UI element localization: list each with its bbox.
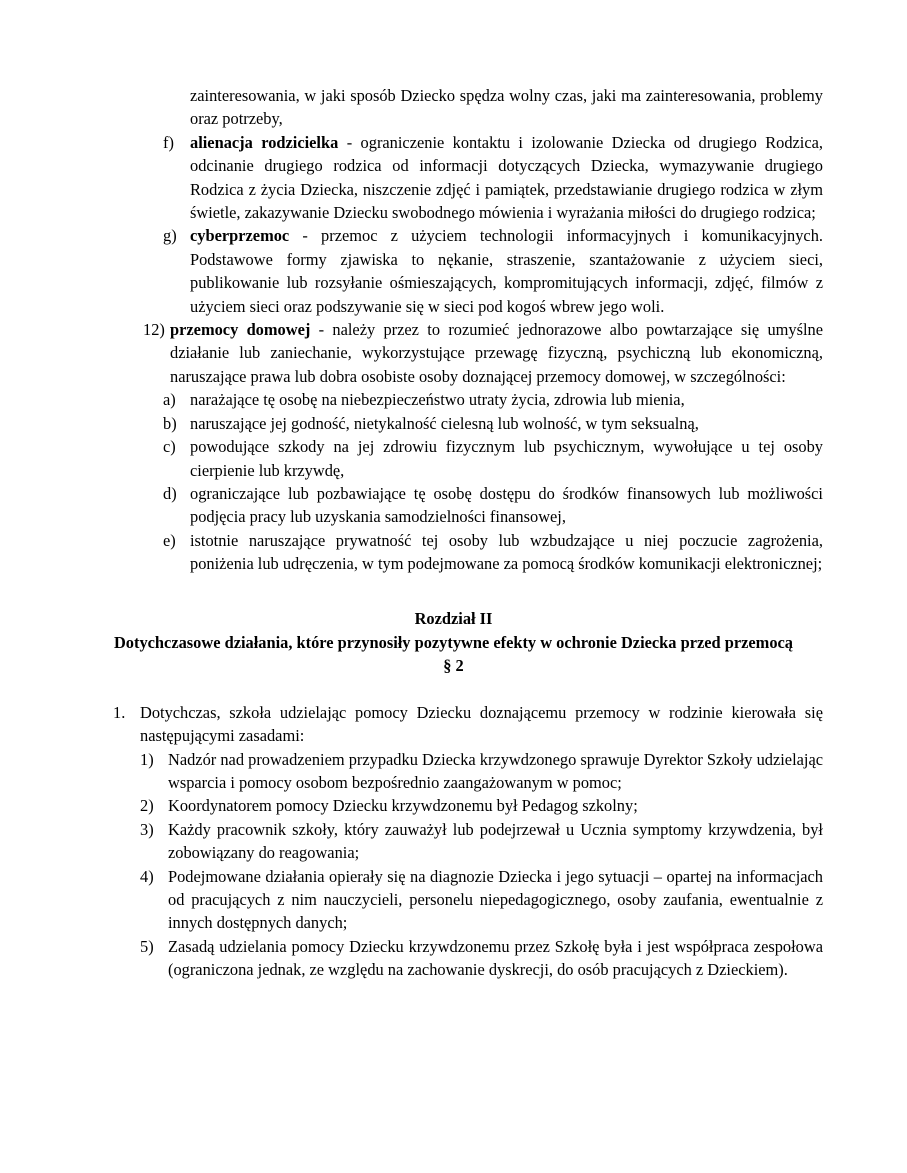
list-marker: 2) [140,796,154,816]
list-item-body: narażające tę osobę na niebezpieczeństwo utraty życia, zdrowia lub mienia, [190,390,685,410]
paragraph-number: § 2 [443,656,464,676]
list-item-d [163,482,823,529]
list-item-body: Koordynatorem pomocy Dziecku krzywdzonemu był Pedagog szkolny; [168,796,638,816]
list-item-body: naruszające jej godność, nietykalność cielesną lub wolność, w tym seksualną, [190,413,699,433]
list-item-body: powodujące szkody na jej zdrowiu fizycznym lub psychicznym, wywołujące u tej osoby cierpienie lub krzywdę, [190,437,823,480]
list-item-body [190,131,823,225]
list-marker: 1) [140,749,154,769]
list-item-body: Zasadą udzielania pomocy Dziecku krzywdzonemu przez Szkołę była i jest współpraca zespołowa (ograniczona jednak, ze względu na zachowanie dyskrecji, do osób pracujących z Dzieckiem). [168,936,823,980]
list-marker: c) [163,437,176,457]
list-item-body [170,318,823,388]
defined-term: alienacja rodzicielka [190,132,339,152]
list-item-12 [143,318,823,388]
list-item-f [163,131,823,225]
list-marker: 12) [143,320,165,340]
defined-term: przemocy domowej [170,320,311,340]
list-marker: f) [163,132,174,152]
list-item-body: istotnie naruszające prywatność tej osoby lub wzbudzające u niej poczucie zagrożenia, poniżenia lub udręczenia, w tym podejmowane za pomocą środków komunikacji elektronicznej; [190,530,823,574]
list-marker: 3) [140,819,154,839]
chapter-subtitle: Dotychczasowe działania, które przynosiły pozytywne efekty w ochronie Dziecka przed przemocą [113,632,794,652]
list-item-e [163,529,823,576]
section-subitem-4 [140,865,823,935]
document-body [0,84,907,982]
definition-text: - przemoc z użyciem technologii informacyjnych i komunikacyjnych. Podstawowe formy zjawiska to nękanie, straszenie, szantażowanie z użyciem sieci, publikowanie lub rozsyłanie ośmieszających, kompromitujących informacji, zdjęć, filmów z użyciem sieci oraz podszywanie się w sieci pod kogoś wbrew jego woli. [190,226,823,316]
list-marker: b) [163,413,177,433]
section-item-1 [113,701,823,748]
list-item-a [163,388,823,411]
definition-text: - należy przez to rozumieć jednorazowe albo powtarzające się umyślne działanie lub zaniechanie, wykorzystujące przewagę fizyczną, psychiczną lub ekonomiczną, naruszające prawa lub dobra osobiste osoby doznającej przemocy domowej, w szczególności: [170,320,823,386]
list-marker: 5) [140,936,154,956]
defined-term: cyberprzemoc [190,226,290,246]
list-marker: a) [163,390,176,410]
list-item-body: Dotychczas, szkoła udzielając pomocy Dziecku doznającemu przemocy w rodzinie kierowała się następującymi zasadami: [140,702,823,746]
section-subitem-5 [140,935,823,982]
continuation-paragraph: zainteresowania, w jaki sposób Dziecko spędza wolny czas, jaki ma zainteresowania, problemy oraz potrzeby, [190,86,823,129]
list-marker: g) [163,226,177,246]
list-item-body: ograniczające lub pozbawiające tę osobę dostępu do środków finansowych lub możliwości podjęcia pracy lub uzyskania samodzielności finansowej, [190,483,823,527]
list-item-body: Każdy pracownik szkoły, który zauważył lub podejrzewał u Ucznia symptomy krzywdzenia, był zobowiązany do reagowania; [168,819,823,863]
chapter-title: Rozdział II [414,608,493,628]
section-subitem-1 [140,748,823,795]
section-subitem-3 [140,818,823,865]
list-item-b [163,412,823,435]
list-item-g [163,224,823,318]
definition-text: - ograniczenie kontaktu i izolowanie Dziecka od drugiego Rodzica, odcinanie drugiego rodzica od informacji dotyczących Dziecka, wymazywanie drugiego Rodzica z życia Dziecka, niszczenie zdjęć i pamiątek, przedstawianie drugiego rodzica w złym świetle, zakazywanie Dziecku swobodnego mówienia i wyrażania miłości do drugiego rodzica; [190,132,823,223]
list-marker: 4) [140,866,154,886]
list-item-body: Podejmowane działania opierały się na diagnozie Dziecka i jego sytuacji – opartej na informacjach od pracujących z nim nauczycieli, personelu niepedagogicznego, osoby zaufania, ewentualnie z innych dostępnych danych; [168,866,823,933]
list-marker: e) [163,530,176,550]
list-marker: 1. [113,702,126,722]
list-item-c [163,435,823,482]
list-item-body [190,224,823,318]
list-item-body: Nadzór nad prowadzeniem przypadku Dziecka krzywdzonego sprawuje Dyrektor Szkoły udzielając wsparcia i pomocy osobom bezpośrednio zaangażowanym w pomoc; [168,749,823,792]
list-marker: d) [163,483,177,503]
section-subitem-2 [140,794,823,817]
